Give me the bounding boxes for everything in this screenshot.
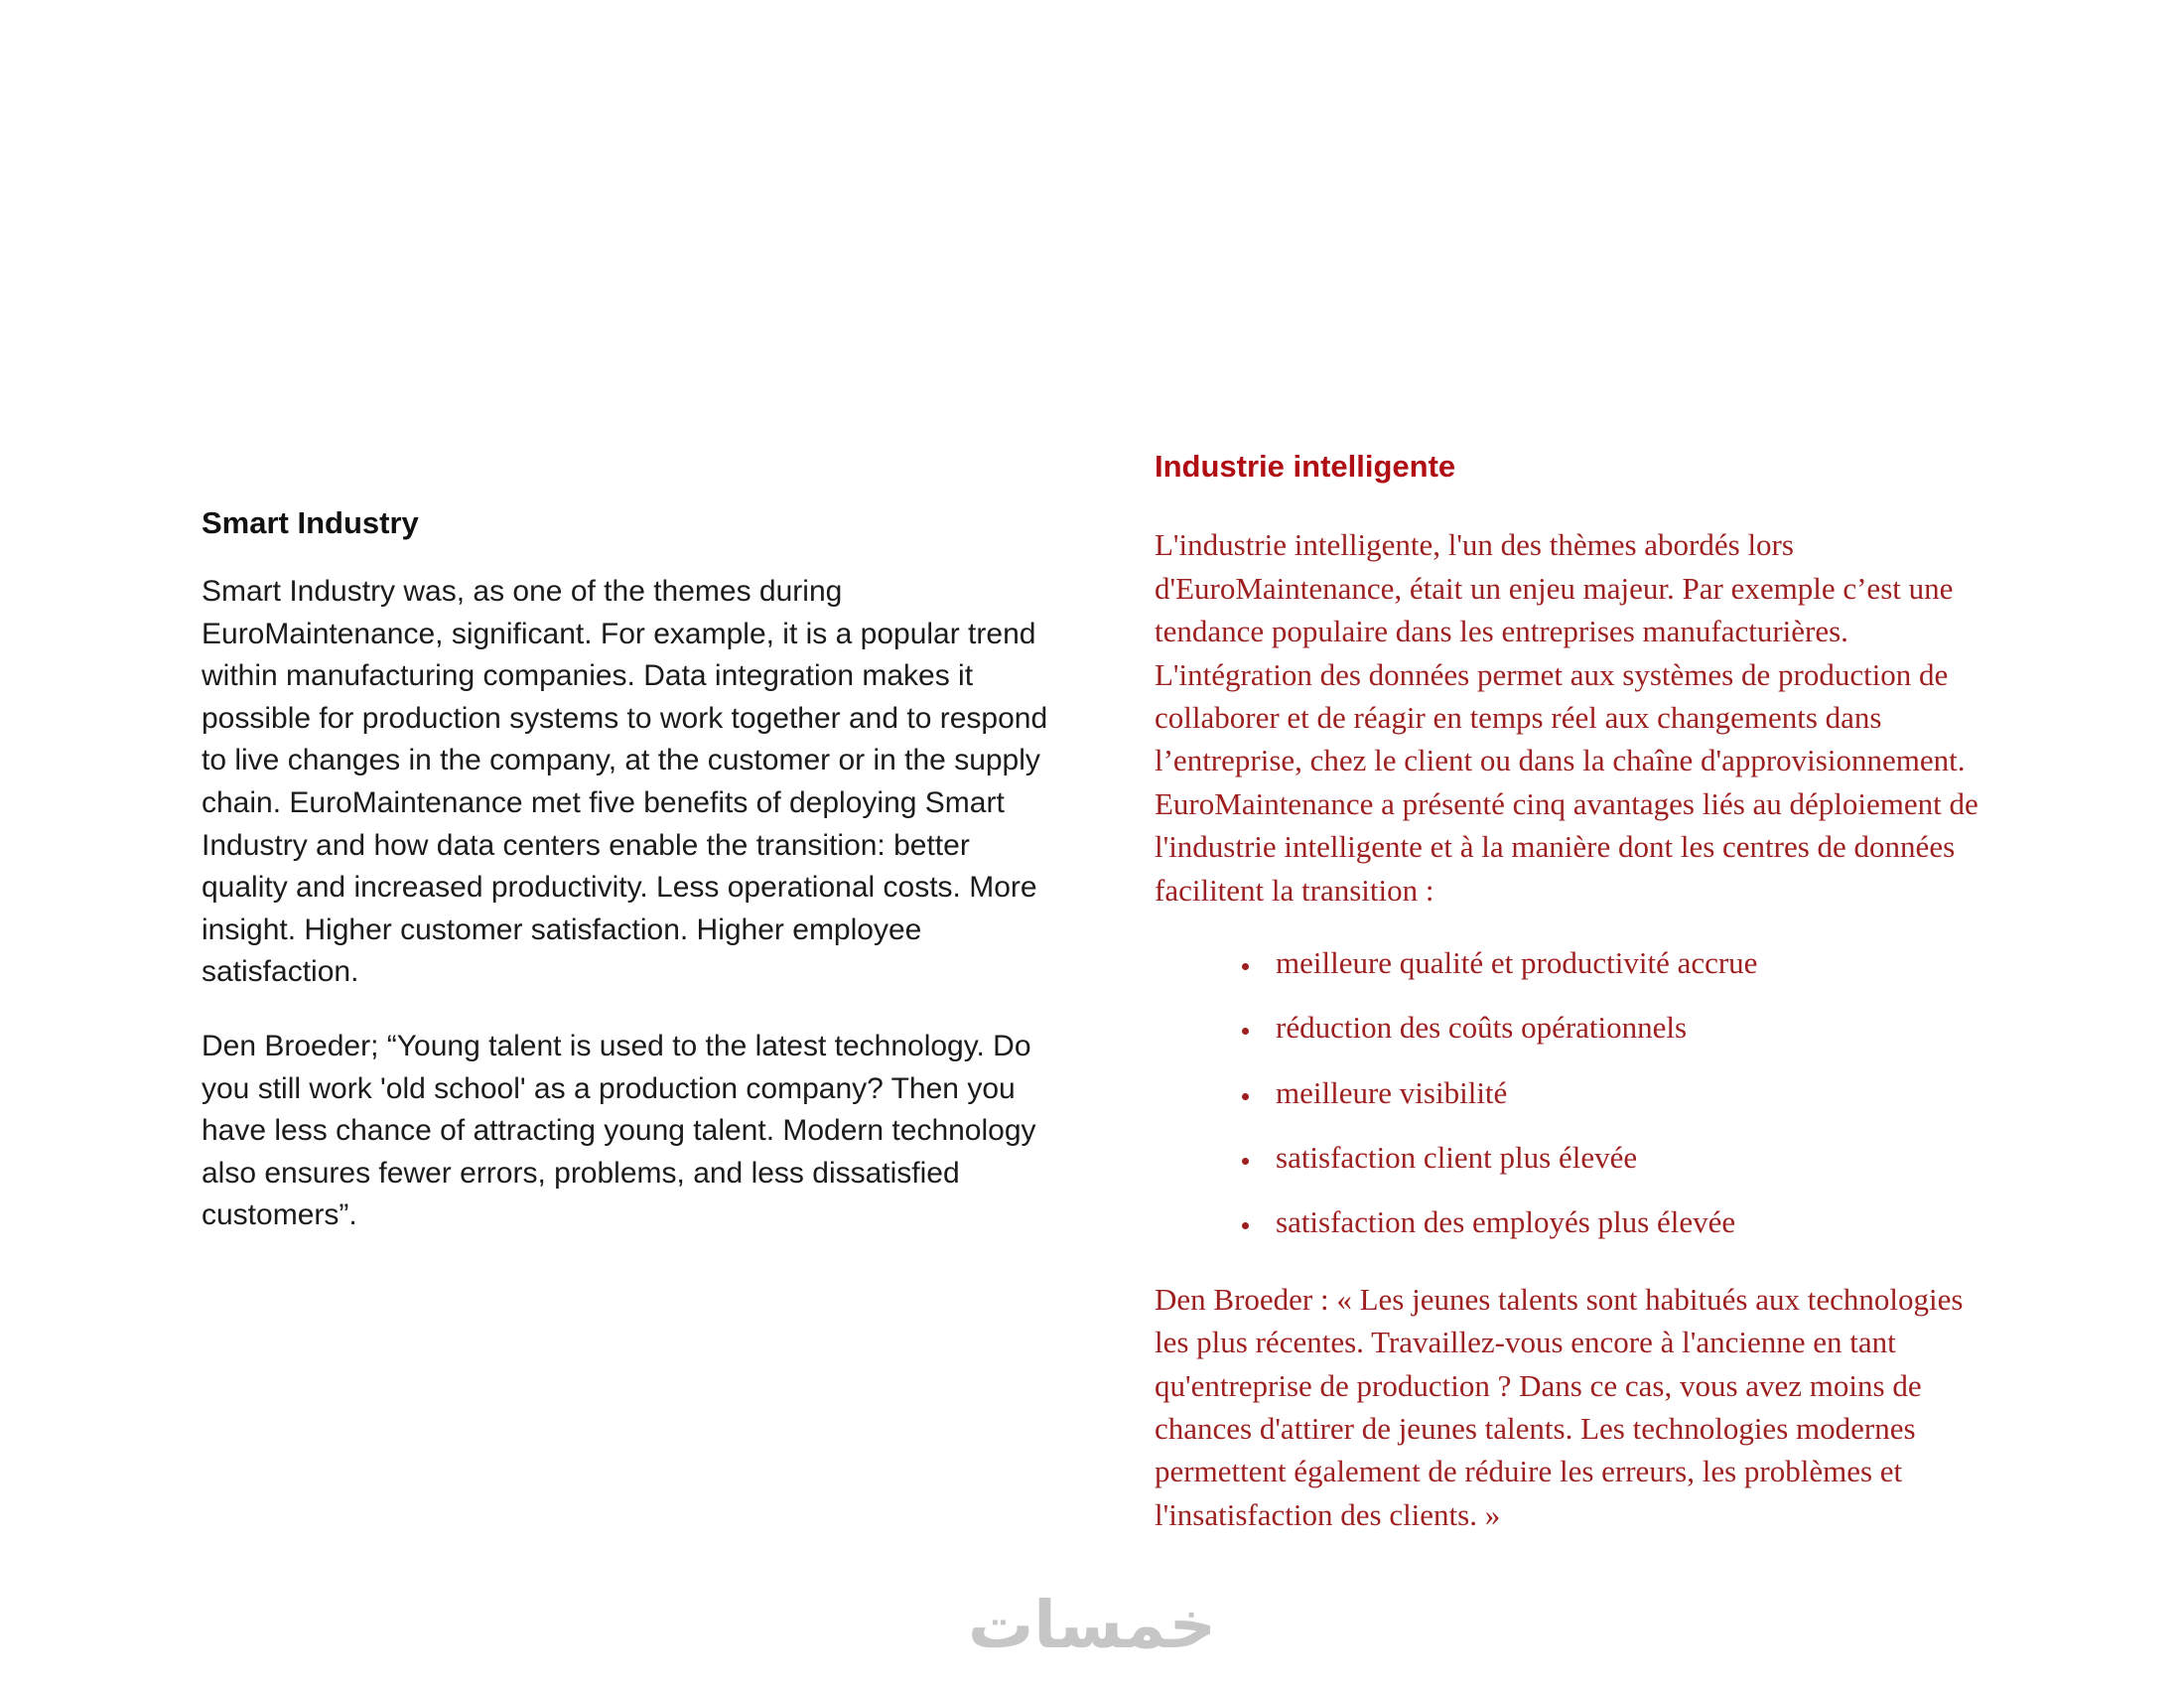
french-section <box>1155 445 1996 1566</box>
french-benefits-list <box>1155 941 1996 1244</box>
english-paragraph-quote: Den Broeder; “Young talent is used to the latest technology. Do you still work 'old school' as a production company? Then you have less chance of attracting young talent. Modern technology also ensures fewer errors, problems, and less dissatisfied customers”. <box>202 1029 1036 1232</box>
french-heading: Industrie intelligente <box>1155 449 1456 484</box>
khamsat-watermark: خمسات <box>967 1587 1217 1663</box>
list-item: • satisfaction client plus élevée <box>1262 1136 1996 1179</box>
english-heading: Smart Industry <box>202 505 419 540</box>
list-item: • meilleure visibilité <box>1262 1071 1996 1114</box>
french-paragraph-quote: Den Broeder : « Les jeunes talents sont habitués aux technologies les plus récentes. Travaillez-vous encore à l'ancienne en tant qu'entreprise de production ? Dans ce cas, vous avez moins de chances d'attirer de jeunes talents. Les technologies modernes permettent également de réduire les erreurs, les problèmes et l'insatisfaction des clients. » <box>1155 1281 1964 1532</box>
list-item: • satisfaction des employés plus élevée <box>1262 1200 1996 1243</box>
french-paragraph-intro: L'industrie intelligente, l'un des thèmes abordés lors d'EuroMaintenance, était un enjeu majeur. Par exemple c’est une tendance populaire dans les entreprises manufacturières. L'intégration des données permet aux systèmes de production de collaborer et de réagir en temps réel aux changements dans l’entreprise, chez le client ou dans la chaîne d'approvisionnement. EuroMaintenance a présenté cinq avantages liés au déploiement de l'industrie intelligente et à la manière dont les centres de données facilitent la transition : <box>1155 527 1979 908</box>
english-section <box>202 501 1053 1269</box>
list-item: • réduction des coûts opérationnels <box>1262 1006 1996 1049</box>
english-paragraph-intro: Smart Industry was, as one of the themes during EuroMaintenance, significant. For example, it is a popular trend within manufacturing companies. Data integration makes it possible for production systems to work together and to respond to live changes in the company, at the customer or in the supply chain. EuroMaintenance met five benefits of deploying Smart Industry and how data centers enable the transition: better quality and increased productivity. Less operational costs. More insight. Higher customer satisfaction. Higher employee satisfaction. <box>202 575 1048 989</box>
list-item: • meilleure qualité et productivité accrue <box>1262 941 1996 984</box>
